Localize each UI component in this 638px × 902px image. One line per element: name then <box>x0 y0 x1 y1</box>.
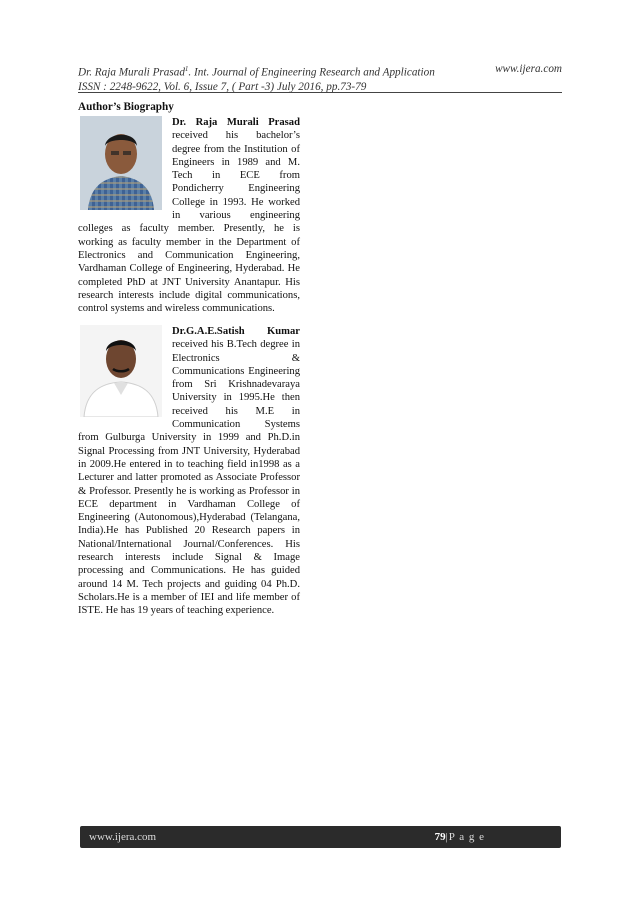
footer-website[interactable]: www.ijera.com <box>89 831 157 843</box>
section-title: Author’s Biography <box>78 101 174 113</box>
page-number-label <box>435 831 485 843</box>
author-name: Dr.G.A.E.Satish Kumar <box>172 326 300 337</box>
author-bio-text: received his B.Tech degree in Electronics & Communications Engineering from Sri Krishnadevaraya University in 1995.He then received his M.E in Communication Systems from Gulburga University in 1999 and Ph.D.in Signal Processing from JNT University, Hyderabad in 2009.He entered in to teaching field in1998 as a Lecturer and latter promoted as Associate Professor & Professor. Presently he is working as Professor in ECE department in Vardhaman College of Engineering (Autonomous),Hyderabad (Telangana, India).He has Published 20 Research papers in National/International Journal/Conferences. His research interests include Signal & Image processing and Communications. He has guided around 14 M. Tech projects and guiding 04 Ph.D. Scholars.He is a member of IEI and life member of ISTE. He has 19 years of teaching experience. <box>78 339 300 617</box>
page-number: 79 <box>434 831 446 843</box>
author-bio-text: received his bachelor’s degree from the Institution of Engineers in 1989 and M. Tech in ECE from Pondicherry Engineering College in 1993. He worked in various engineering colleges as faculty member. Presently, he is working as faculty member in the Department of Electronics and Communication Engineering, Vardhaman College of Engineering, Hyderabad. He completed PhD at JNT University Anantapur. His research interests include digital communications, control systems and wireless communications. <box>78 130 300 315</box>
author-bio <box>78 116 300 315</box>
issn-line: ISSN : 2248-9622, Vol. 6, Issue 7, ( Part -3) July 2016, pp.73-79 <box>78 80 367 93</box>
page-suffix: |P a g e <box>445 831 485 843</box>
page-footer <box>80 826 561 848</box>
journal-citation: Dr. Raja Murali Prasad$^1$. Int. Journal of Engineering Research and Application <box>78 65 435 79</box>
header-rule <box>78 92 562 93</box>
author-photo-icon <box>80 116 162 210</box>
author-photo-icon <box>80 325 162 417</box>
journal-website[interactable]: www.ijera.com <box>495 63 562 75</box>
author-bio <box>78 325 300 618</box>
running-header <box>78 62 562 94</box>
author-name: Dr. Raja Murali Prasad <box>172 117 300 128</box>
